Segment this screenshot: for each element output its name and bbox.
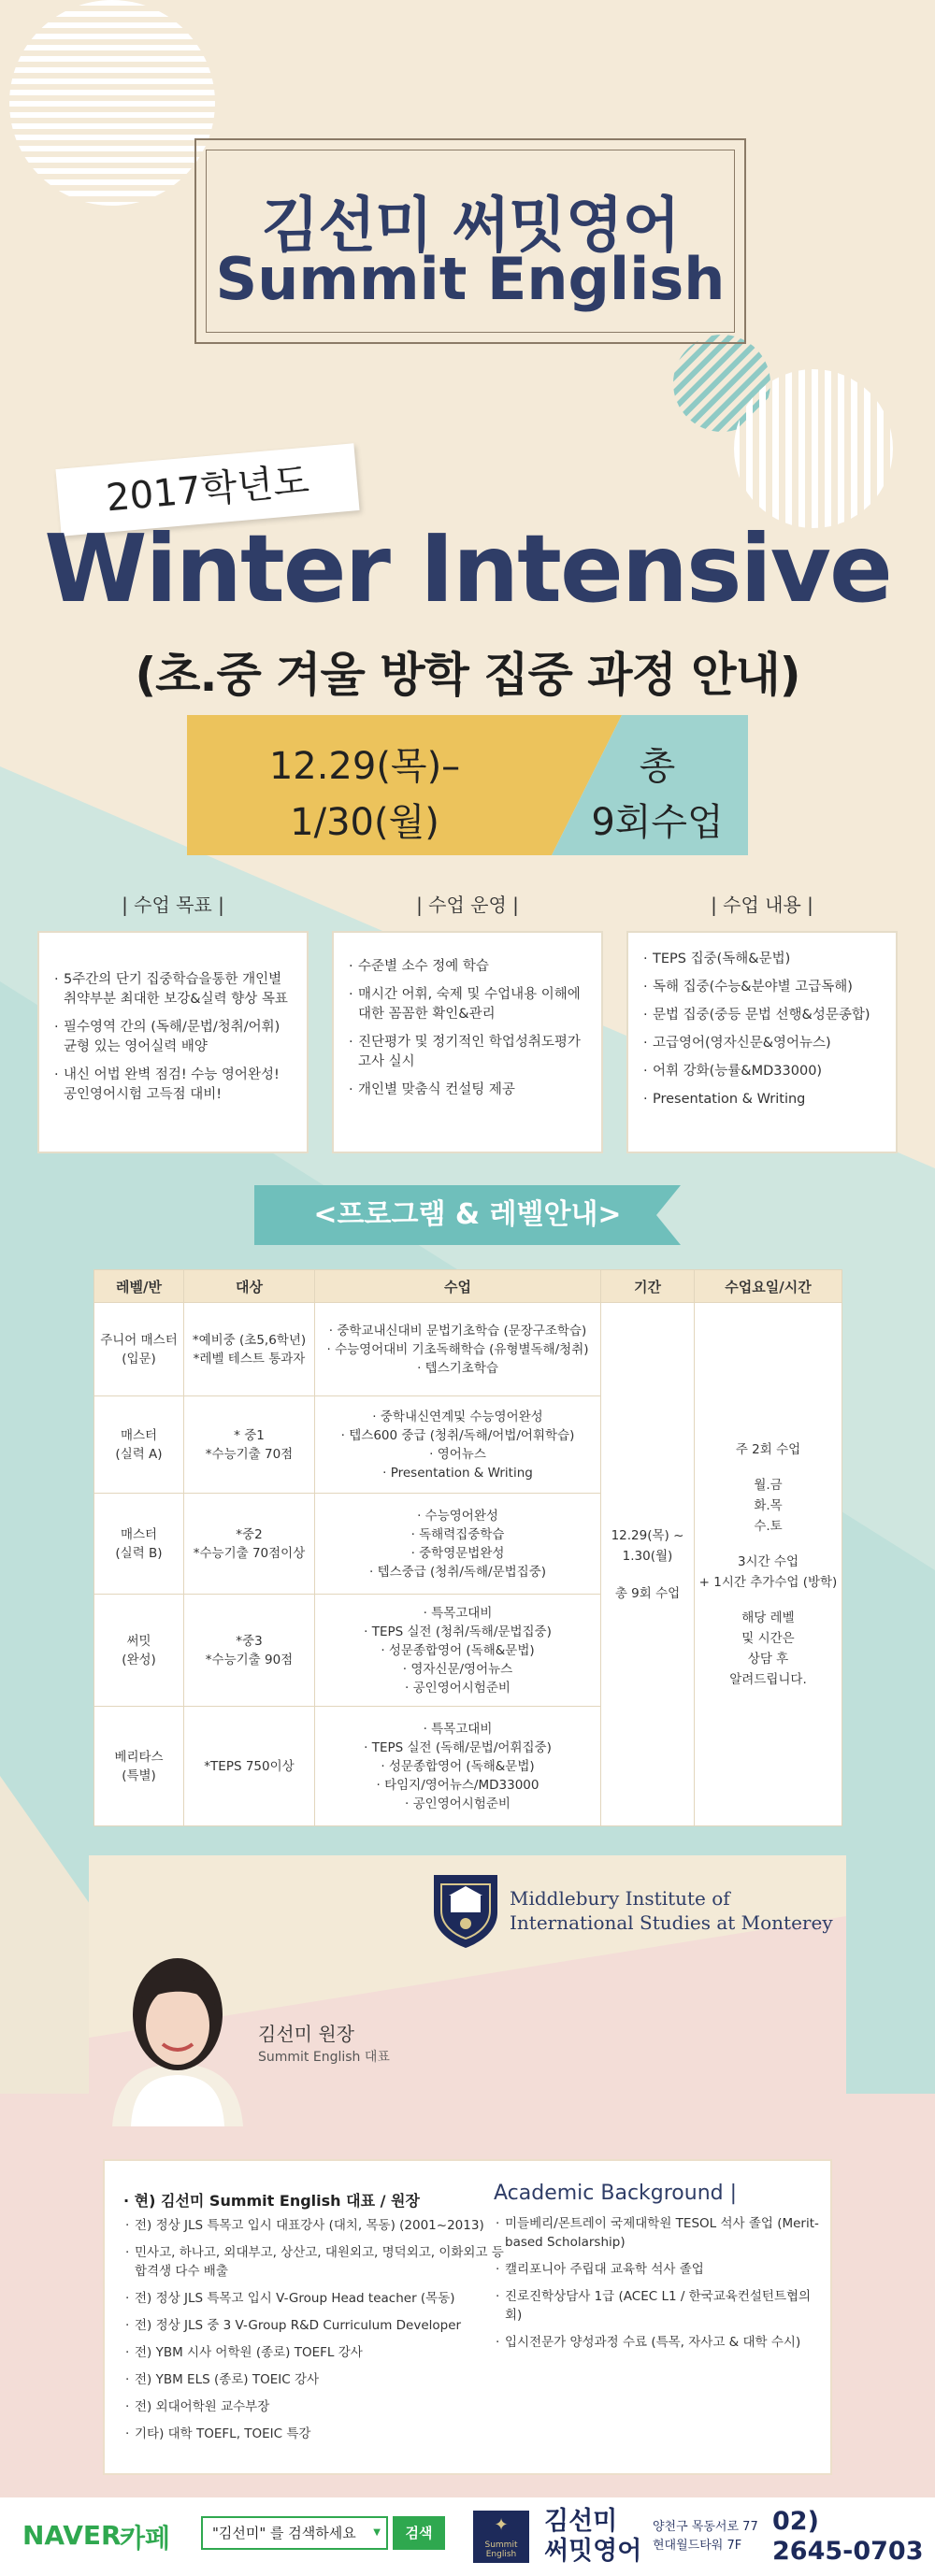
level-cell [94,1595,184,1707]
level-name: 주니어 매스터 [100,1332,178,1348]
academic-head: Academic Background | [494,2182,738,2205]
search-button[interactable]: 검색 [393,2516,445,2550]
level-name: 써밋 [126,1633,151,1649]
title-frame [194,138,746,344]
footer [0,2497,935,2576]
title-english: Summit English [215,245,726,313]
content-item: · 독해 집중(수능&분야별 고급독해) [643,978,883,997]
schedule-line: 주 2회 수업 [735,1441,801,1457]
content-heading: | 수업 내용 | [711,894,813,916]
level-cell [94,1707,184,1826]
level-name: 베리타스 [114,1749,164,1765]
target-line: *중3 [236,1633,263,1649]
schedule-line: 및 시간은 [741,1630,795,1646]
brand-line-2: 써밋영어 [544,2537,642,2566]
operation-box [332,931,603,1153]
subject-line: · 성문종합영어 (독해&문법) [381,1642,535,1658]
address-line-2: 현대월드타워 7F [653,2539,742,2553]
chevron-down-icon: ▼ [373,2527,381,2538]
portrait-avatar [103,1939,252,2126]
header-level: 레벨/반 [94,1270,184,1303]
subject-line: · 특목고대비 [423,1605,493,1621]
header-target: 대상 [184,1270,315,1303]
subject-line: · Presentation & Writing [382,1465,533,1481]
phone-number [772,2507,924,2567]
target-line: *예비중 (초5,6학년) [192,1332,307,1348]
career-item: · 기타) 대학 TOEFL, TOEIC 특강 [123,2425,507,2443]
career-item: · 전) 정상 JLS 중 3 V-Group R&D Curriculum Developer [123,2316,507,2335]
level-sub: (실력 B) [115,1545,163,1561]
academic-item: · 캘리포니아 주립대 교육학 석사 졸업 [494,2260,821,2279]
profile-name: 김선미 원장 [258,2023,354,2045]
schedule-line: 상담 후 [747,1651,789,1667]
goal-heading: | 수업 목표 | [122,894,224,916]
content-item: · TEPS 집중(독해&문법) [643,950,883,969]
period-line: 총 9회 수업 [614,1585,681,1601]
career-item: · 전) YBM ELS (종로) TOEIC 강사 [123,2370,507,2389]
brand-line-1: 김선미 [544,2507,618,2536]
period-line: 1.30(월) [622,1548,673,1564]
goal-item: · 필수영역 간의 (독해/문법/청취/어휘) 균형 있는 영어실력 배양 [54,1018,294,1057]
schedule-line: 3시간 수업 [737,1553,799,1569]
subject-cell [315,1303,601,1396]
career-item: · 전) 외대어학원 교수부장 [123,2397,507,2416]
target-line: *수능기출 70점 [205,1446,294,1462]
subtitle: (초.중 겨울 방학 집중 과정 안내) [135,648,800,702]
academic-item: · 미들베리/몬트레이 국제대학원 TESOL 석사 졸업 (Merit-based Scholarship) [494,2214,821,2252]
dates-line-2: 1/30(월) [290,801,439,844]
subject-line: · 중학영문법완성 [410,1545,505,1561]
target-line: *TEPS 750이상 [204,1758,295,1774]
subject-line: · 공인영어시험준비 [405,1796,511,1811]
phone-line-2: 2645-0703 [772,2537,924,2566]
bio-box [103,2159,832,2475]
subject-cell [315,1494,601,1595]
subject-line: · 중학내신연계및 수능영어완성 [372,1409,543,1424]
level-cell [94,1303,184,1396]
target-cell [184,1707,315,1826]
subject-line: · 텝스중급 (청취/독해/문법집중) [369,1564,546,1580]
naver-logo: NAVER [22,2520,122,2551]
schedule-line: 해당 레벨 [741,1610,795,1625]
spacer [605,1567,690,1583]
subject-cell [315,1707,601,1826]
target-line: *레벨 테스트 통과자 [193,1351,306,1367]
sessions-block [559,738,755,851]
cafe-label: 카페 [120,2523,171,2554]
schedule-line: 알려드립니다. [729,1671,807,1687]
level-name: 매스터 [120,1526,158,1542]
spacer [698,1537,838,1552]
period-cell [601,1303,695,1826]
academic-item: · 진로진학상담사 1급 (ACEC L1 / 한국교육컨설턴트협의회) [494,2287,821,2325]
program-banner: <프로그램 & 레벨안내> [313,1198,622,1231]
operation-item: · 개인별 맞춤식 컨설팅 제공 [349,1080,588,1100]
subject-line: · 수능영어대비 기초독해학습 (유형별독해/청취) [326,1341,589,1357]
content-item: · 문법 집중(중등 문법 선행&성문종합) [643,1006,883,1025]
logo-emblem-icon: ✦ [494,2515,509,2535]
level-cell [94,1396,184,1494]
schedule-cell [695,1303,842,1826]
summit-logo [473,2511,529,2563]
subject-line: · 타임지/영어뉴스/MD33000 [376,1777,539,1793]
spacer [698,1593,838,1608]
career-list [123,2189,507,2452]
header-schedule: 수업요일/시간 [695,1270,842,1303]
target-line: * 중1 [234,1427,265,1443]
target-cell [184,1494,315,1595]
career-item: · 전) 정상 JLS 특목고 입시 대표강사 (대치, 목동) (2001~2013) [123,2216,507,2235]
operation-item: · 진단평가 및 정기적인 학업성취도평가고사 실시 [349,1033,588,1072]
spacer [698,1460,838,1475]
level-sub: (실력 A) [115,1446,163,1462]
target-cell [184,1595,315,1707]
level-sub: (완성) [122,1652,156,1667]
academic-item: · 입시전문가 양성과정 수료 (특목, 자사고 & 대학 수시) [494,2333,821,2352]
career-head: · 현) 김선미 Summit English 대표 / 원장 [123,2192,420,2210]
institute-line-1: Middlebury Institute of [510,1887,730,1910]
brand-name [544,2507,641,2567]
sessions-line-1: 총 [639,745,676,788]
operation-heading: | 수업 운영 | [416,894,519,916]
target-line: *수능기출 90점 [205,1652,294,1667]
subject-line: · 성문종합영어 (독해&문법) [381,1758,535,1774]
content-item: · 어휘 강화(능률&MD33000) [643,1062,883,1081]
career-item: · 민사고, 하나고, 외대부고, 상산고, 대원외고, 명덕외고, 이화외고 등 합격생 다수 배출 [123,2243,507,2281]
subject-line: · 수능영어완성 [417,1508,498,1524]
operation-item: · 수준별 소수 정예 학습 [349,957,588,977]
period-line: 12.29(목) ~ [611,1527,684,1543]
profile-role: Summit English 대표 [258,2050,390,2065]
target-cell [184,1396,315,1494]
institute-name [510,1886,833,1935]
schedule-line: 수.토 [754,1518,783,1534]
search-input[interactable] [201,2516,388,2550]
operation-item: · 매시간 어휘, 숙제 및 수업내용 이해에 대한 꼼꼼한 확인&관리 [349,985,588,1024]
level-cell [94,1494,184,1595]
header-period: 기간 [601,1270,695,1303]
address-line-1: 양천구 목동서로 77 [653,2520,758,2534]
content-box [626,931,898,1153]
logo-caption: Summit English [484,2540,518,2559]
goal-item: · 내신 어법 완벽 점검! 수능 영어완성! 공인영어시험 고득점 대비! [54,1066,294,1105]
subject-line: · 텝스600 중급 (청취/독해/어법/어휘학습) [340,1427,575,1443]
career-item: · 전) 정상 JLS 특목고 입시 V-Group Head teacher (목동) [123,2289,507,2308]
middlebury-shield-icon [430,1871,501,1950]
subject-line: · 특목고대비 [423,1721,493,1737]
institute-line-2: International Studies at Monterey [510,1911,833,1934]
subject-line: · TEPS 실전 (독해/문법/어휘집중) [364,1739,552,1755]
schedule-line: 화.목 [754,1497,783,1513]
target-line: *중2 [236,1526,263,1542]
schedule-line: + 1시간 추가수업 (방학) [698,1574,838,1590]
level-sub: (입문) [122,1351,156,1367]
winter-intensive-title: Winter Intensive [44,514,891,623]
subject-cell [315,1595,601,1707]
table-row [94,1303,842,1396]
sessions-line-2: 9회수업 [591,801,724,844]
schedule-line: 월.금 [754,1477,783,1493]
subject-line: · 텝스기초학습 [417,1360,498,1376]
subject-line: · TEPS 실전 (청취/독해/문법집중) [364,1624,552,1639]
target-line: *수능기출 70점이상 [193,1545,306,1561]
dates-block [215,738,514,851]
search-text: "김선미" 를 검색하세요 [212,2525,356,2541]
subject-cell [315,1396,601,1494]
subject-line: · 영어뉴스 [429,1446,486,1462]
level-sub: (특별) [122,1767,156,1783]
subject-line: · 영자신문/영어뉴스 [402,1661,513,1677]
header-subject: 수업 [315,1270,601,1303]
level-name: 매스터 [120,1427,158,1443]
target-cell [184,1303,315,1396]
academic-list [494,2182,821,2360]
program-table [94,1269,842,1826]
dates-line-1: 12.29(목)– [268,745,461,788]
table-header-row [94,1270,842,1303]
subject-line: · 공인영어시험준비 [405,1680,511,1696]
content-item: · Presentation & Writing [643,1090,883,1109]
goal-box [37,931,309,1153]
goal-item: · 5주간의 단기 집중학습을통한 개인별 취약부분 최대한 보강&실력 향상 목표 [54,970,294,1009]
address [653,2518,758,2555]
content-item: · 고급영어(영자신문&영어뉴스) [643,1034,883,1053]
title-korean: 김선미 써밋영어 [261,192,680,261]
subject-line: · 중학교내신대비 문법기초학습 (문장구조학습) [328,1323,587,1338]
year-tag: 2017학년도 [55,443,359,537]
career-item: · 전) YBM 시사 어학원 (종로) TOEFL 강사 [123,2343,507,2362]
subject-line: · 독해력집중학습 [410,1526,505,1542]
phone-line-1: 02) [772,2507,819,2536]
